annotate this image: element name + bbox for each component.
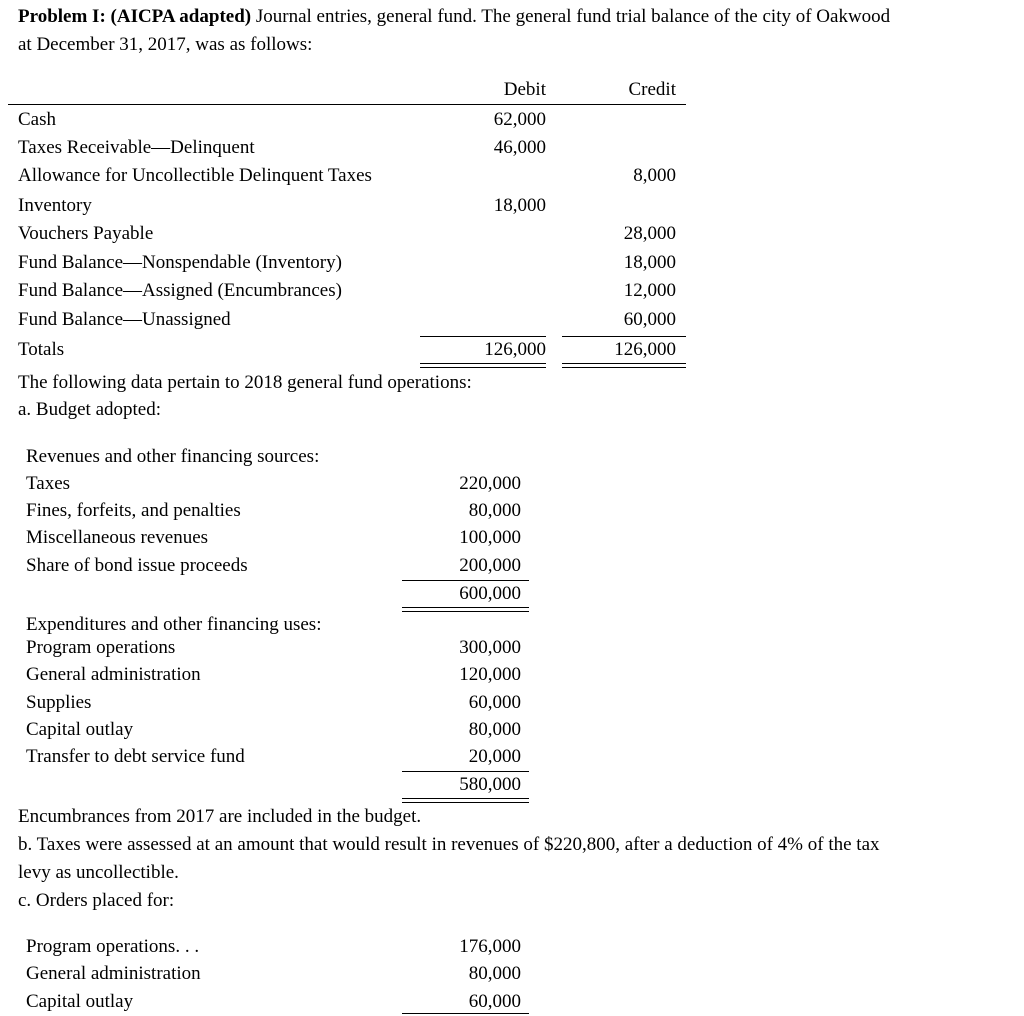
tb-debit: 46,000	[493, 137, 546, 158]
expenditure-amount: 60,000	[468, 692, 521, 713]
tb-account: Vouchers Payable	[18, 223, 154, 244]
revenue-label: Fines, forfeits, and penalties	[26, 500, 241, 521]
totals-debit: 126,000	[484, 339, 546, 360]
tb-credit: 8,000	[633, 165, 676, 186]
totals-top-rule-credit	[562, 336, 686, 337]
order-amount: 176,000	[459, 936, 521, 957]
header-rule	[8, 104, 686, 105]
revenues-total-double-rule	[402, 607, 529, 612]
revenue-amount: 200,000	[459, 555, 521, 576]
credit-header: Credit	[628, 79, 676, 100]
problem-title	[18, 6, 890, 28]
expenditure-label: Program operations	[26, 637, 176, 658]
orders-sum-rule	[402, 1013, 529, 1014]
tb-credit: 12,000	[623, 280, 676, 301]
expenditures-total-double-rule	[402, 798, 529, 803]
revenue-amount: 100,000	[459, 527, 521, 548]
totals-double-rule-credit	[562, 363, 686, 368]
expenditure-amount: 120,000	[459, 664, 521, 685]
order-label: General administration	[26, 963, 201, 984]
expenditure-label: Supplies	[26, 692, 92, 713]
debit-header: Debit	[503, 79, 546, 100]
expenditure-label: General administration	[26, 664, 201, 685]
tb-debit: 62,000	[493, 109, 546, 130]
problem-title-bold: Problem I: (AICPA adapted)	[18, 6, 252, 27]
expenditure-amount: 80,000	[468, 719, 521, 740]
expenditure-amount: 300,000	[459, 637, 521, 658]
tb-account: Allowance for Uncollectible Delinquent Taxes	[18, 165, 372, 186]
order-label: Capital outlay	[26, 991, 134, 1012]
tb-account: Fund Balance—Assigned (Encumbrances)	[18, 280, 342, 301]
ops-intro: The following data pertain to 2018 general fund operations:	[18, 372, 472, 393]
tb-account: Fund Balance—Unassigned	[18, 309, 231, 330]
tb-debit: 18,000	[493, 195, 546, 216]
item-a: a. Budget adopted:	[18, 399, 161, 420]
revenue-amount: 80,000	[468, 500, 521, 521]
problem-title-line2: at December 31, 2017, was as follows:	[18, 34, 313, 55]
totals-credit: 126,000	[614, 339, 676, 360]
tb-account: Fund Balance—Nonspendable (Inventory)	[18, 252, 342, 273]
problem-title-rest: Journal entries, general fund. The general fund trial balance of the city of Oakwood	[251, 6, 891, 27]
revenues-total: 600,000	[459, 583, 521, 604]
expenditures-heading: Expenditures and other financing uses:	[26, 614, 322, 635]
item-b-line1: b. Taxes were assessed at an amount that would result in revenues of $220,800, after a deduction of 4% of the tax	[18, 834, 880, 855]
tb-account: Cash	[18, 109, 56, 130]
totals-double-rule-debit	[420, 363, 546, 368]
tb-credit: 28,000	[623, 223, 676, 244]
order-amount: 60,000	[468, 991, 521, 1012]
tb-credit: 18,000	[623, 252, 676, 273]
expenditures-total: 580,000	[459, 774, 521, 795]
revenue-label: Miscellaneous revenues	[26, 527, 209, 548]
expenditure-amount: 20,000	[468, 746, 521, 767]
expenditures-sum-rule	[402, 771, 529, 772]
tb-account: Inventory	[18, 195, 92, 216]
revenues-heading: Revenues and other financing sources:	[26, 446, 320, 467]
revenue-label: Share of bond issue proceeds	[26, 555, 248, 576]
item-c: c. Orders placed for:	[18, 890, 175, 911]
order-label: Program operations. . .	[26, 936, 200, 957]
tb-account: Taxes Receivable—Delinquent	[18, 137, 255, 158]
item-b-line2: levy as uncollectible.	[18, 862, 179, 883]
tb-credit: 60,000	[623, 309, 676, 330]
totals-top-rule-debit	[420, 336, 546, 337]
encumbrances-note: Encumbrances from 2017 are included in the budget.	[18, 806, 422, 827]
totals-label: Totals	[18, 339, 65, 360]
expenditure-label: Transfer to debt service fund	[26, 746, 245, 767]
expenditure-label: Capital outlay	[26, 719, 134, 740]
revenues-sum-rule	[402, 580, 529, 581]
revenue-amount: 220,000	[459, 473, 521, 494]
order-amount: 80,000	[468, 963, 521, 984]
revenue-label: Taxes	[26, 473, 71, 494]
